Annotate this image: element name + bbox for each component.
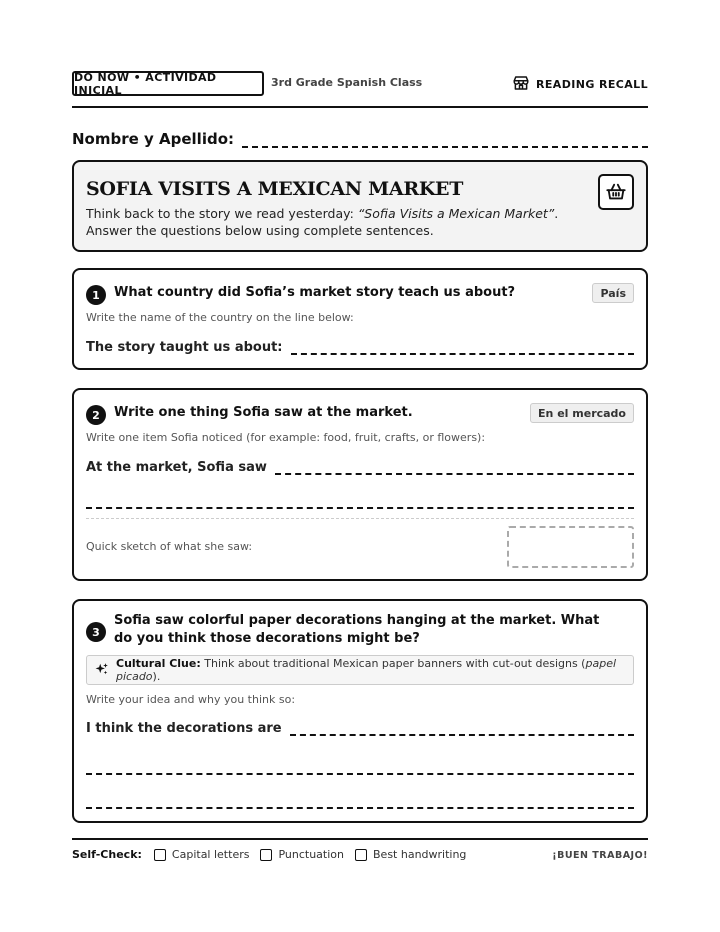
self-check-label: Self-Check: xyxy=(72,848,142,861)
answer-prompt: I think the decorations are xyxy=(86,721,282,736)
question-instruction: Write one item Sofia noticed (for example: food, fruit, crafts, or flowers): xyxy=(86,431,486,444)
answer-write-line[interactable] xyxy=(86,807,634,809)
checkbox[interactable] xyxy=(355,849,367,861)
store-icon xyxy=(512,74,530,95)
sparkle-icon xyxy=(95,662,109,679)
check-punctuation[interactable] xyxy=(260,848,344,861)
checkbox[interactable] xyxy=(154,849,166,861)
question-card-2 xyxy=(72,388,648,581)
question-text: Write one thing Sofia saw at the market. xyxy=(114,405,413,420)
reading-recall-label xyxy=(512,74,648,95)
answer-write-line[interactable] xyxy=(291,341,635,355)
cultural-clue-label: Cultural Clue: xyxy=(116,657,201,670)
question-number: 3 xyxy=(86,622,106,642)
question-card-3 xyxy=(72,599,648,823)
cultural-clue-box xyxy=(86,655,634,685)
self-check-footer xyxy=(72,838,648,870)
answer-prompt: The story taught us about: xyxy=(86,340,283,355)
question-header-1 xyxy=(86,284,515,305)
answer-line-row[interactable] xyxy=(86,460,634,475)
name-field-label: Nombre y Apellido: xyxy=(72,130,235,148)
intro-card xyxy=(72,160,648,252)
intro-text-after: . Answer the questions below using complete sentences. xyxy=(86,206,559,238)
question-text: What country did Sofia’s market story teach us about? xyxy=(114,285,516,300)
reading-recall-text: READING RECALL xyxy=(536,78,648,91)
intro-text-before: Think back to the story we read yesterday: xyxy=(86,206,358,221)
cultural-clue-text xyxy=(116,657,625,683)
name-write-line[interactable] xyxy=(242,134,648,148)
check-label: Capital letters xyxy=(171,848,250,861)
worksheet-header xyxy=(72,71,648,108)
name-field[interactable] xyxy=(72,130,648,148)
question-number: 1 xyxy=(86,285,106,305)
question-tag: En el mercado xyxy=(530,403,634,423)
divider xyxy=(86,518,634,519)
clue-term: papel picado xyxy=(116,657,617,683)
clue-text: Think about traditional Mexican paper banners with cut-out designs ( xyxy=(204,657,586,670)
story-title: “Sofia Visits a Mexican Market” xyxy=(357,206,555,221)
sketch-label: Quick sketch of what she saw: xyxy=(86,540,253,553)
check-label: Punctuation xyxy=(278,848,344,861)
question-header-2 xyxy=(86,404,413,425)
sketch-box[interactable] xyxy=(507,526,634,568)
question-instruction: Write your idea and why you think so: xyxy=(86,693,296,706)
class-name: 3rd Grade Spanish Class xyxy=(271,76,423,89)
checkbox[interactable] xyxy=(260,849,272,861)
question-instruction: Write the name of the country on the line below: xyxy=(86,311,354,324)
question-header-3 xyxy=(86,612,610,648)
intro-text xyxy=(86,205,586,239)
clue-end: ). xyxy=(152,670,161,683)
question-text: Sofia saw colorful paper decorations hanging at the market. What do you think those decorations might be? xyxy=(114,613,600,646)
closing-message: ¡BUEN TRABAJO! xyxy=(552,850,648,861)
answer-write-line[interactable] xyxy=(290,722,634,736)
answer-prompt: At the market, Sofia saw xyxy=(86,460,267,475)
check-capital-letters[interactable] xyxy=(154,848,250,861)
answer-write-line[interactable] xyxy=(86,773,634,775)
answer-write-line[interactable] xyxy=(86,507,634,509)
question-number: 2 xyxy=(86,405,106,425)
check-best-handwriting[interactable] xyxy=(355,848,466,861)
question-card-1 xyxy=(72,268,648,370)
check-label: Best handwriting xyxy=(373,848,467,861)
answer-write-line[interactable] xyxy=(275,461,634,475)
worksheet-title: SOFIA VISITS A MEXICAN MARKET xyxy=(86,178,464,200)
self-check-list xyxy=(72,848,477,861)
do-now-badge: DO NOW • ACTIVIDAD INICIAL xyxy=(72,71,264,96)
question-tag: País xyxy=(592,283,634,303)
answer-line-row[interactable] xyxy=(86,721,634,736)
basket-icon xyxy=(598,174,634,210)
answer-line-row[interactable] xyxy=(86,340,634,355)
